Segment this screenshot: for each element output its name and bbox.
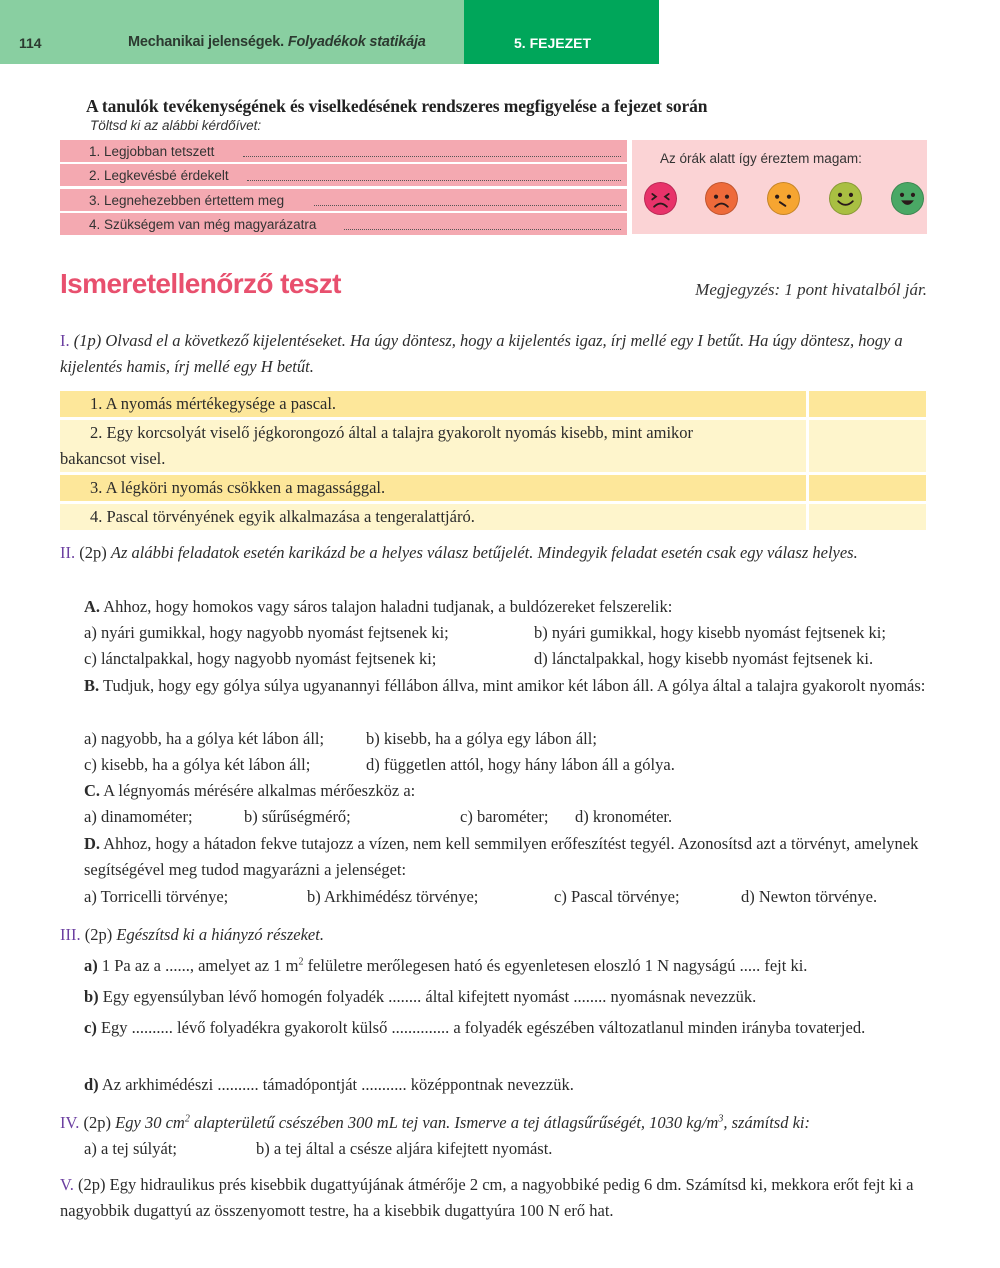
observation-subtitle: Töltsd ki az alábbi kérdőívet: xyxy=(90,118,262,133)
questionnaire xyxy=(60,140,627,237)
question-instruction: Egy 30 cm xyxy=(115,1113,185,1132)
option-a[interactable]: a) nagyobb, ha a gólya két lábon áll; xyxy=(84,729,325,748)
subtask-b: b) a tej által a csésze aljára kifejtett nyomást. xyxy=(256,1139,553,1158)
question-3a xyxy=(60,953,928,979)
page-number: 114 xyxy=(19,35,42,51)
questionnaire-label: 4. Szükségem van még magyarázatra xyxy=(89,216,317,232)
question-points: (2p) xyxy=(79,1113,116,1132)
item-letter: b) xyxy=(84,987,99,1006)
option-d[interactable]: d) lánctalpakkal, hogy kisebb nyomást fejtsenek ki. xyxy=(534,649,874,668)
question-number: III. xyxy=(60,925,81,944)
item-letter: c) xyxy=(84,1018,97,1037)
statement-text: 1. A nyomás mértékegysége a pascal. xyxy=(60,391,806,417)
questionnaire-label: 2. Legkevésbé érdekelt xyxy=(89,168,229,184)
mood-faces xyxy=(639,182,924,218)
statement-row xyxy=(60,504,926,530)
option-a[interactable]: a) nyári gumikkal, hogy nagyobb nyomást fejtsenek ki; xyxy=(84,623,449,642)
item-text: Az arkhimédészi .......... támadópontját ........... középpontnak nevezzük. xyxy=(98,1075,574,1094)
question-number: I. xyxy=(60,331,70,350)
superscript: 2 xyxy=(298,956,304,968)
chapter-band xyxy=(464,0,659,64)
question-number: II. xyxy=(60,543,76,562)
question-2b xyxy=(60,673,928,699)
question-1 xyxy=(60,328,928,380)
question-2d xyxy=(60,831,928,883)
question-2d-options xyxy=(60,884,928,910)
option-b[interactable]: b) sűrűségmérő; xyxy=(244,807,351,826)
option-d[interactable]: d) Newton törvénye. xyxy=(741,887,878,906)
questionnaire-row[interactable] xyxy=(60,213,627,235)
questionnaire-row[interactable] xyxy=(60,140,627,162)
item-text: Egy .......... lévő folyadékra gyakorolt külső .............. a folyadék egészében változatlanul minden irányba tovaterjed. xyxy=(96,1018,866,1037)
page-header xyxy=(0,0,660,64)
subquestion-letter: B. xyxy=(84,676,100,695)
question-points: (2p) xyxy=(80,925,117,944)
superscript: 2 xyxy=(184,1113,190,1125)
statement-row xyxy=(60,391,926,417)
question-points: (2p) xyxy=(73,1175,110,1194)
question-instruction: Olvasd el a következő kijelentéseket. Ha úgy döntesz, hogy a kijelentés igaz, írj mellé egy I betűt. Ha úgy döntesz, hogy a kijelentés hamis, írj mellé egy H betűt. xyxy=(60,331,903,376)
option-b[interactable]: b) Arkhimédész törvénye; xyxy=(307,887,479,906)
questionnaire-row[interactable] xyxy=(60,189,627,211)
question-instruction: Egészítsd ki a hiányzó részeket. xyxy=(116,925,324,944)
observation-title: A tanulók tevékenységének és viselkedésének rendszeres megfigyelése a fejezet során xyxy=(86,96,708,116)
item-text: felületre merőlegesen ható és egyenletesen eloszló 1 N nagyságú ..... fejt ki. xyxy=(303,956,808,975)
subquestion-text: Ahhoz, hogy homokos vagy sáros talajon haladni tudjanak, a buldózereket felszerelik: xyxy=(100,597,673,616)
option-d[interactable]: d) kronométer. xyxy=(575,807,673,826)
option-a[interactable]: a) Torricelli törvénye; xyxy=(84,887,229,906)
option-c[interactable]: c) lánctalpakkal, hogy nagyobb nyomást fejtsenek ki; xyxy=(84,649,437,668)
mood-label: Az órák alatt így éreztem magam: xyxy=(660,151,862,166)
angry-face-icon[interactable] xyxy=(644,182,677,215)
statement-row xyxy=(60,475,926,501)
fill-in-line[interactable] xyxy=(314,205,621,206)
question-points: (1p) xyxy=(69,331,106,350)
test-title: Ismeretellenőrző teszt xyxy=(60,268,341,299)
option-c[interactable]: c) kisebb, ha a gólya két lábon áll; xyxy=(84,755,311,774)
question-3c xyxy=(60,1015,928,1041)
question-2a xyxy=(60,594,928,672)
sad-face-icon[interactable] xyxy=(705,182,738,215)
option-c[interactable]: c) Pascal törvénye; xyxy=(554,887,680,906)
subquestion-text: A légnyomás mérésére alkalmas mérőeszköz a: xyxy=(100,781,416,800)
subquestion-letter: A. xyxy=(84,597,101,616)
answer-cell[interactable] xyxy=(809,420,926,472)
test-note: Megjegyzés: 1 pont hivatalból jár. xyxy=(695,280,927,299)
item-letter: d) xyxy=(84,1075,99,1094)
running-title xyxy=(128,34,426,50)
question-number: IV. xyxy=(60,1113,80,1132)
running-title-main: Mechanikai jelenségek. xyxy=(128,34,288,50)
true-false-table xyxy=(60,391,926,533)
item-text: 1 Pa az a ......, amelyet az 1 m xyxy=(97,956,299,975)
statement-text: 3. A légköri nyomás csökken a magassággal. xyxy=(60,475,806,501)
happy-face-icon[interactable] xyxy=(891,182,924,215)
running-title-italic: Folyadékok statikája xyxy=(287,34,426,50)
question-3b xyxy=(60,984,928,1010)
question-instruction: alapterületű csészében 300 mL tej van. Ismerve a tej átlagsűrűségét, 1030 kg/m xyxy=(189,1113,719,1132)
statement-row xyxy=(60,420,926,472)
confused-face-icon[interactable] xyxy=(767,182,800,215)
statement-text xyxy=(60,420,806,472)
fill-in-line[interactable] xyxy=(247,180,621,181)
option-a[interactable]: a) dinamométer; xyxy=(84,807,193,826)
fill-in-line[interactable] xyxy=(344,229,621,230)
subtask-a: a) a tej súlyát; xyxy=(84,1139,178,1158)
question-instruction: , számítsd ki: xyxy=(723,1113,810,1132)
question-4 xyxy=(60,1110,928,1162)
statement-line: 2. Egy korcsolyát viselő jégkorongozó által a talajra gyakorolt nyomás kisebb, mint amikor xyxy=(90,423,694,442)
option-b[interactable]: b) nyári gumikkal, hogy kisebb nyomást fejtsenek ki; xyxy=(534,623,886,642)
subquestion-letter: D. xyxy=(84,834,101,853)
questionnaire-row[interactable] xyxy=(60,164,627,186)
superscript: 3 xyxy=(718,1113,724,1125)
chapter-label: 5. FEJEZET xyxy=(514,35,592,51)
fill-in-line[interactable] xyxy=(243,156,621,157)
question-3 xyxy=(60,922,928,948)
item-letter: a) xyxy=(84,956,98,975)
mood-panel xyxy=(632,140,927,234)
question-2b-options xyxy=(60,726,928,830)
subquestion-letter: C. xyxy=(84,781,101,800)
question-text: Egy hidraulikus prés kisebbik dugattyújának átmérője 2 cm, a nagyobbiké pedig 6 dm. Számítsd ki, mekkora erőt fejt ki a nagyobbik dugattyú az összenyomott testre, ha a kisebbik dugattyúra 100 N erő hat. xyxy=(60,1175,914,1220)
question-3d xyxy=(60,1072,928,1098)
subquestion-text: Ahhoz, hogy a hátadon fekve tutajozz a vízen, nem kell semmilyen erőfeszítést tegyél. Azonosítsd azt a törvényt, amelynek segítségével meg tudod magyarázni a jelenséget: xyxy=(84,834,919,879)
statement-text: 4. Pascal törvényének egyik alkalmazása a tengeralattjáró. xyxy=(60,504,806,530)
statement-line: bakancsot visel. xyxy=(60,449,166,468)
answer-cell[interactable] xyxy=(809,391,926,417)
answer-cell[interactable] xyxy=(809,475,926,501)
item-text: Egy egyensúlyban lévő homogén folyadék ........ által kifejtett nyomást ........ nyomásnak nevezzük. xyxy=(98,987,757,1006)
option-d[interactable]: d) független attól, hogy hány lábon áll a gólya. xyxy=(366,755,675,774)
subquestion-text: Tudjuk, hogy egy gólya súlya ugyanannyi féllábon állva, mint amikor két lábon áll. A gólya által a talajra gyakorolt nyomás: xyxy=(99,676,926,695)
question-points: (2p) xyxy=(75,543,111,562)
question-2 xyxy=(60,540,928,566)
header-band xyxy=(0,0,464,64)
question-number: V. xyxy=(60,1175,74,1194)
smile-face-icon[interactable] xyxy=(829,182,862,215)
question-5 xyxy=(60,1172,928,1224)
option-b[interactable]: b) kisebb, ha a gólya egy lábon áll; xyxy=(366,729,597,748)
questionnaire-label: 3. Legnehezebben értettem meg xyxy=(89,192,285,208)
option-c[interactable]: c) barométer; xyxy=(460,807,549,826)
answer-cell[interactable] xyxy=(809,504,926,530)
question-instruction: Az alábbi feladatok esetén karikázd be a helyes válasz betűjelét. Mindegyik feladat esetén csak egy válasz helyes. xyxy=(110,543,858,562)
questionnaire-label: 1. Legjobban tetszett xyxy=(89,144,215,159)
